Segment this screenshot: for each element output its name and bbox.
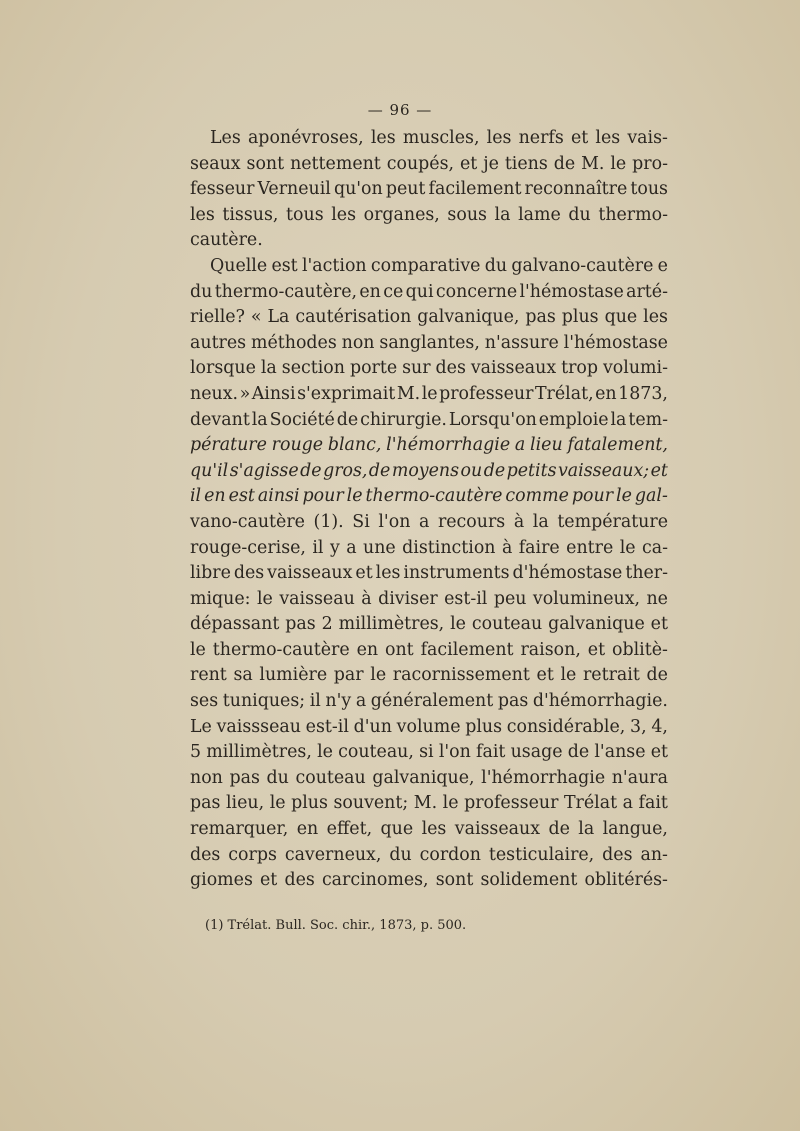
page-number: — 96 — xyxy=(367,101,433,119)
text-line: Les aponévroses, les muscles, les nerfs et les vais- xyxy=(210,128,668,148)
body-text xyxy=(190,126,668,894)
text-line: 5 millimètres, le couteau, si l'on fait usage de l'anse et xyxy=(190,742,668,763)
text-line: qu'il s'agisse de gros, de moyens ou de petits vaisseaux; et xyxy=(190,460,668,481)
text-line: le thermo-cautère en ont facilement raison, et oblitè- xyxy=(190,639,668,660)
text-line: devant la Société de chirurgie. Lorsqu'on emploie la tem- xyxy=(190,409,668,430)
text-line: du thermo-cautère, en ce qui concerne l'hémostase arté- xyxy=(190,281,668,302)
text-line: autres méthodes non sanglantes, n'assure l'hémostase xyxy=(190,332,668,353)
text-line: neux. » Ainsi s'exprimait M. le professeur Trélat, en 1873, xyxy=(190,383,668,404)
text-line: fesseur Verneuil qu'on peut facilement reconnaître tous xyxy=(190,179,668,200)
text-line: les tissus, tous les organes, sous la lame du thermo- xyxy=(190,204,668,225)
text-line: giomes et des carcinomes, sont solidement oblitérés- xyxy=(190,870,668,891)
text-line: rent sa lumière par le racornissement et le retrait de xyxy=(190,665,668,686)
footnote: (1) Trélat. Bull. Soc. chir., 1873, p. 500. xyxy=(205,918,467,933)
text-line: Quelle est l'action comparative du galvano-cautère e xyxy=(210,255,668,276)
text-line: non pas du couteau galvanique, l'hémorrhagie n'aura xyxy=(190,767,668,788)
text-line: cautère. xyxy=(190,230,263,251)
text-line: seaux sont nettement coupés, et je tiens de M. le pro- xyxy=(190,153,668,174)
text-line: pérature rouge blanc, l'hémorrhagie a lieu fatalement, xyxy=(190,435,668,456)
text-line: libre des vaisseaux et les instruments d'hémostase ther- xyxy=(190,563,668,584)
text-line: rouge-cerise, il y a une distinction à faire entre le ca- xyxy=(190,537,668,558)
text-line: lorsque la section porte sur des vaisseaux trop volumi- xyxy=(190,358,668,379)
text-line: dépassant pas 2 millimètres, le couteau galvanique et xyxy=(190,614,668,635)
text-line: mique: le vaisseau à diviser est-il peu volumineux, ne xyxy=(190,588,668,609)
text-line: remarquer, en effet, que les vaisseaux de la langue, xyxy=(190,819,668,840)
text-line: rielle? « La cautérisation galvanique, pas plus que les xyxy=(190,307,668,328)
text-line: vano-cautère (1). Si l'on a recours à la température xyxy=(190,511,668,532)
text-line: Le vaissseau est-il d'un volume plus considérable, 3, 4, xyxy=(190,716,668,737)
text-line: il en est ainsi pour le thermo-cautère comme pour le gal- xyxy=(190,486,668,507)
text-line: ses tuniques; il n'y a généralement pas d'hémorrhagie. xyxy=(190,691,668,712)
text-line: des corps caverneux, du cordon testiculaire, des an- xyxy=(190,844,668,865)
text-line: pas lieu, le plus souvent; M. le professeur Trélat a fait xyxy=(190,793,668,814)
